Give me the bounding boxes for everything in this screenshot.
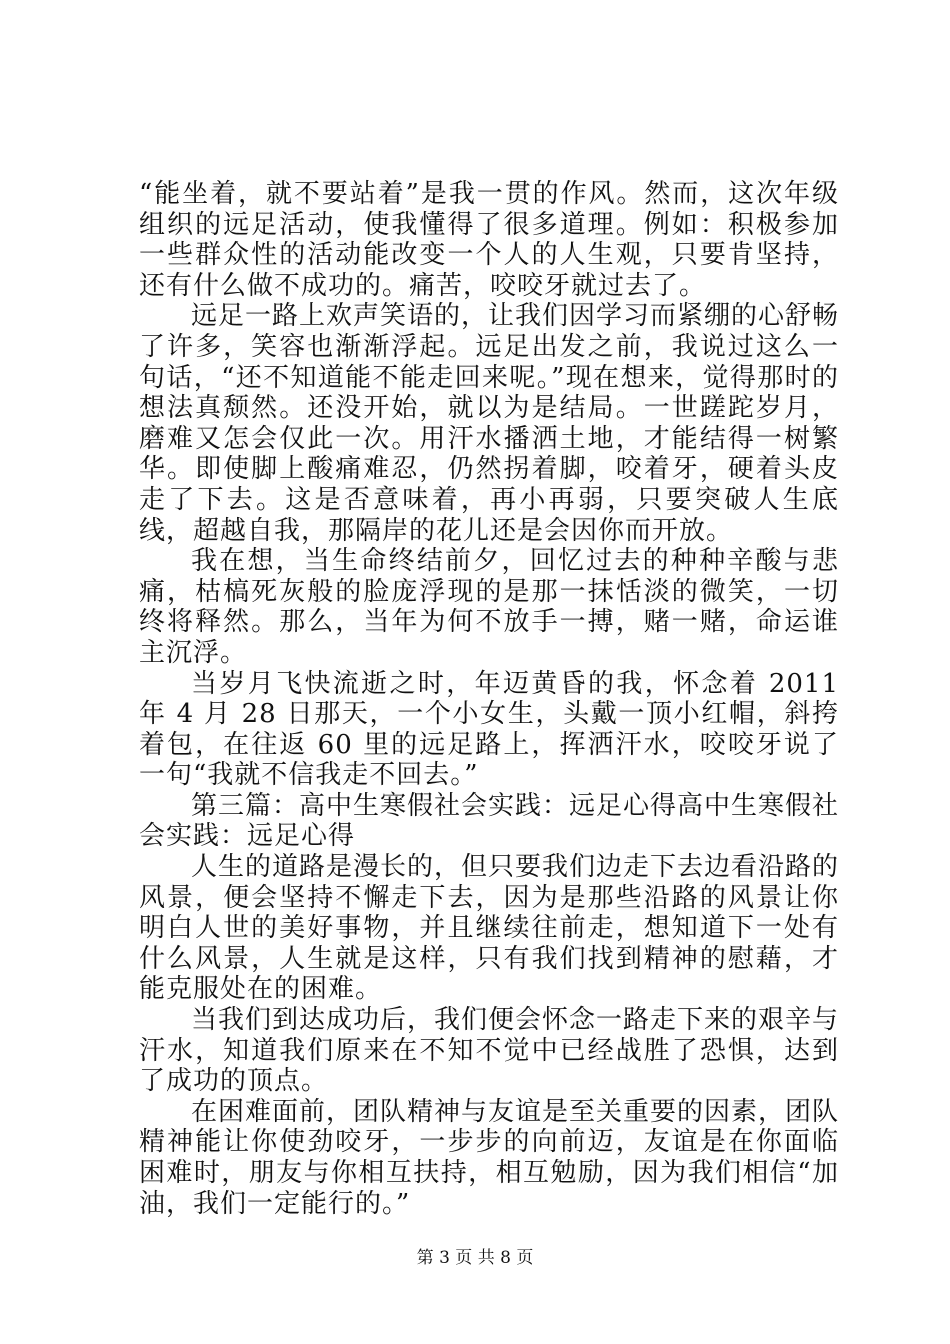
paragraph-7: 在困难面前，团队精神与友谊是至关重要的因素，团队精神能让你使劲咬牙，一步步的向前迈，友谊是在你面临困难时，朋友与你相互扶持，相互勉励，因为我们相信“加油，我们一定能行的。” — [139, 1096, 840, 1219]
paragraph-6: 当我们到达成功后，我们便会怀念一路走下来的艰辛与汗水，知道我们原来在不知不觉中已经战胜了恐惧，达到了成功的顶点。 — [139, 1005, 840, 1097]
section-heading: 第三篇：高中生寒假社会实践：远足心得高中生寒假社会实践：远足心得 — [139, 790, 840, 852]
paragraph-1: “能坐着，就不要站着”是我一贯的作风。然而，这次年级组织的远足活动，使我懂得了很多道理。例如：积极参加一些群众性的活动能改变一个人的人生观，只要肯坚持，还有什么做不成功的。痛苦，咬咬牙就过去了。 — [139, 179, 839, 301]
paragraph-2: 远足一路上欢声笑语的，让我们因学习而紧绷的心舒畅了许多，笑容也渐渐浮起。远足出发之前，我说过这么一句话，“还不知道能不能走回来呢。”现在想来，觉得那时的想法真颓然。还没开始，就以为是结局。一世蹉跎岁月，磨难又怎会仅此一次。用汗水播洒土地，才能结得一树繁华。即使脚上酸痛难忍，仍然拐着脚，咬着牙，硬着头皮走了下去。这是否意味着，再小再弱，只要突破人生底线，超越自我，那隔岸的花儿还是会因你而开放。 — [139, 301, 840, 546]
document-body — [139, 179, 839, 1219]
paragraph-4: 当岁月飞快流逝之时，年迈黄昏的我，怀念着 2011 年 4 月 28 日那天，一个小女生，头戴一顶小红帽，斜挎着包，在往返 60 里的远足路上，挥洒汗水，咬咬牙说了一句“我就不信我走不回去。” — [139, 668, 839, 791]
paragraph-3: 我在想，当生命终结前夕，回忆过去的种种辛酸与悲痛，枯槁死灰般的脸庞浮现的是那一抹恬淡的微笑，一切终将释然。那么，当年为何不放手一搏，赌一赌，命运谁主沉浮。 — [139, 546, 839, 668]
paragraph-5: 人生的道路是漫长的，但只要我们边走下去边看沿路的风景，便会坚持不懈走下去，因为是那些沿路的风景让你明白人世的美好事物，并且继续往前走，想知道下一处有什么风景，人生就是这样，只有我们找到精神的慰藉，才能克服处在的困难。 — [139, 852, 840, 1005]
page-number-footer: 第 3 页 共 8 页 — [416, 1248, 534, 1268]
